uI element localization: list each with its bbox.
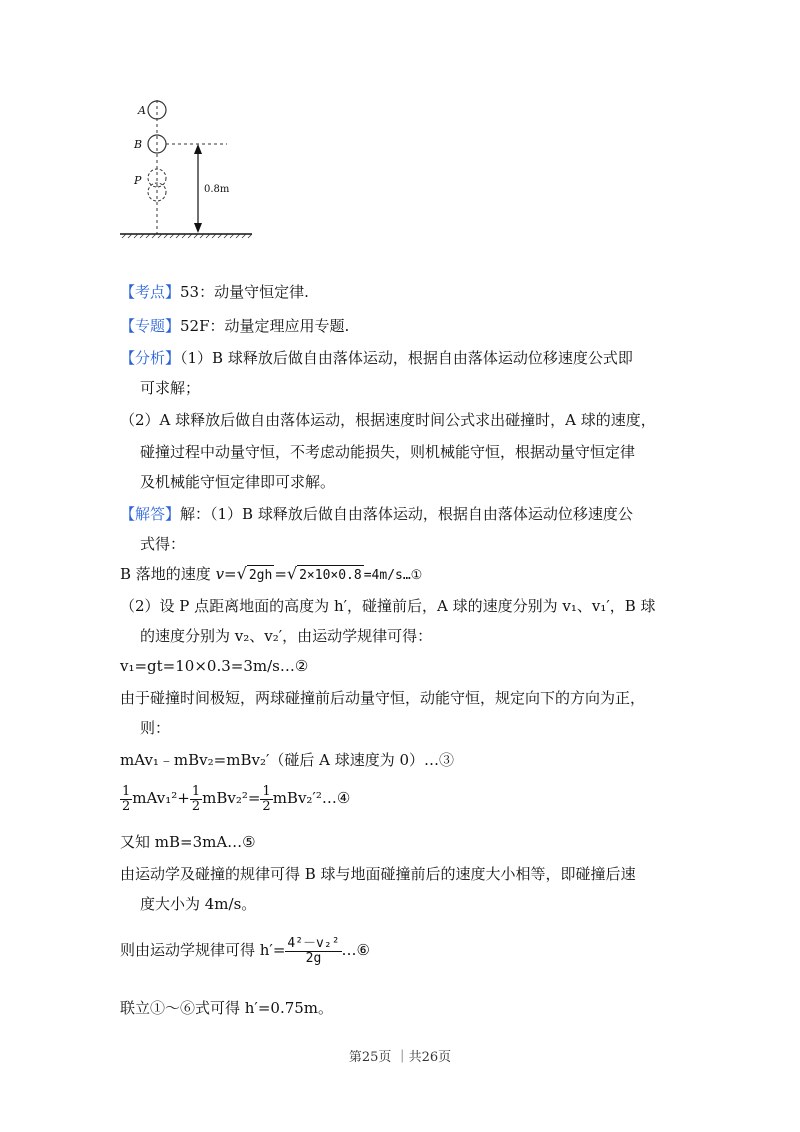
physics-figure — [112, 92, 262, 242]
equation-2: v₁=gt=10×0.3=3m/s…② — [120, 657, 309, 675]
fraction-half-1: $\frac{1}{2}$ — [122, 783, 131, 814]
eq4-term3: mBv₂′²…④ — [272, 789, 351, 807]
kaodian-line — [120, 282, 309, 302]
eq1-sqrt1: 2gh — [247, 565, 274, 586]
label-p: P — [134, 174, 142, 187]
jieda-line-2: 式得： — [140, 535, 186, 553]
eq1-sqrt2: 2×10×0.8 — [297, 565, 364, 586]
kaodian-text: 53：动量守恒定律. — [180, 283, 309, 301]
eq4-term2: mBv₂²= — [202, 789, 261, 807]
fraction-half-3: $\frac{1}{2}$ — [262, 783, 271, 814]
fenxi-tag: 【分析】 — [120, 349, 181, 367]
equation-3: mAv₁﹣mBv₂=mBv₂′（碰后 A 球速度为 0）…③ — [120, 751, 455, 769]
kaodian-tag: 【考点】 — [120, 283, 181, 301]
label-height: 0.8m — [204, 184, 230, 195]
jieda-line-4: 的速度分别为 v₂、v₂′，由运动学规律可得： — [140, 627, 433, 645]
zhuanti-text: 52F：动量定理应用专题. — [180, 317, 350, 335]
eq4-term1: mAv₁²+ — [132, 789, 190, 807]
fenxi-line-2: 可求解； — [140, 379, 201, 397]
jieda-tag: 【解答】 — [120, 505, 181, 523]
jieda-line-8: 度大小为 4m/s。 — [140, 895, 257, 913]
eq6-suffix: …⑥ — [341, 941, 370, 959]
fenxi-line-4: 碰撞过程中动量守恒，不考虑动能损失，则机械能守恒，根据动量守恒定律 — [140, 443, 636, 461]
fenxi-line-1 — [120, 348, 633, 368]
eq1-prefix: B 落地的速度 — [120, 565, 216, 583]
jieda-line-5: 由于碰撞时间极短，两球碰撞前后动量守恒，动能守恒，规定向下的方向为正， — [120, 689, 646, 707]
equation-5: 又知 mB=3mA…⑤ — [120, 833, 256, 851]
label-b: B — [134, 138, 143, 151]
sqrt-icon: √ — [236, 564, 247, 583]
fraction-half-2: $\frac{1}{2}$ — [191, 783, 201, 814]
equation-6 — [120, 930, 370, 970]
jieda-line-1 — [120, 504, 633, 524]
eq1-eq2: = — [274, 565, 287, 583]
fenxi-text-1: （1）B 球释放后做自由落体运动，根据自由落体运动位移速度公式即 — [180, 349, 633, 367]
eq1-suffix: =4m/s…① — [363, 568, 423, 583]
label-a: A — [138, 104, 146, 117]
zhuanti-tag: 【专题】 — [120, 317, 181, 335]
arrow-up-head — [194, 144, 202, 154]
equation-4 — [120, 780, 350, 816]
jieda-text-1: 解：（1）B 球释放后做自由落体运动，根据自由落体运动位移速度公 — [180, 505, 633, 523]
eq1-eq: = — [224, 565, 237, 583]
sqrt-icon: √ — [286, 564, 298, 583]
jieda-line-7: 由运动学及碰撞的规律可得 B 球与地面碰撞前后的速度大小相等，即碰撞后速 — [120, 865, 636, 883]
conclusion: 联立①～⑥式可得 h′=0.75m。 — [120, 999, 334, 1017]
fenxi-line-5: 及机械能守恒定律即可求解。 — [140, 473, 336, 491]
fenxi-line-3: （2）A 球释放后做自由落体运动，根据速度时间公式求出碰撞时，A 球的速度， — [120, 411, 656, 429]
ball-a — [148, 101, 166, 119]
eq1-v: v — [215, 565, 225, 583]
eq6-fraction: $\frac{\text{4²－v₂²}}{2g}$ — [287, 935, 340, 966]
equation-1 — [120, 564, 422, 586]
jieda-line-6: 则： — [140, 719, 171, 737]
page-footer: 第25页 ｜共26页 — [348, 1050, 452, 1065]
zhuanti-line — [120, 316, 349, 336]
eq6-prefix: 则由运动学规律可得 h′= — [120, 941, 286, 959]
arrow-down-head — [194, 223, 202, 233]
jieda-line-3: （2）设 P 点距离地面的高度为 h′，碰撞前后，A 球的速度分别为 v₁、v₁′，B 球 — [120, 597, 656, 615]
